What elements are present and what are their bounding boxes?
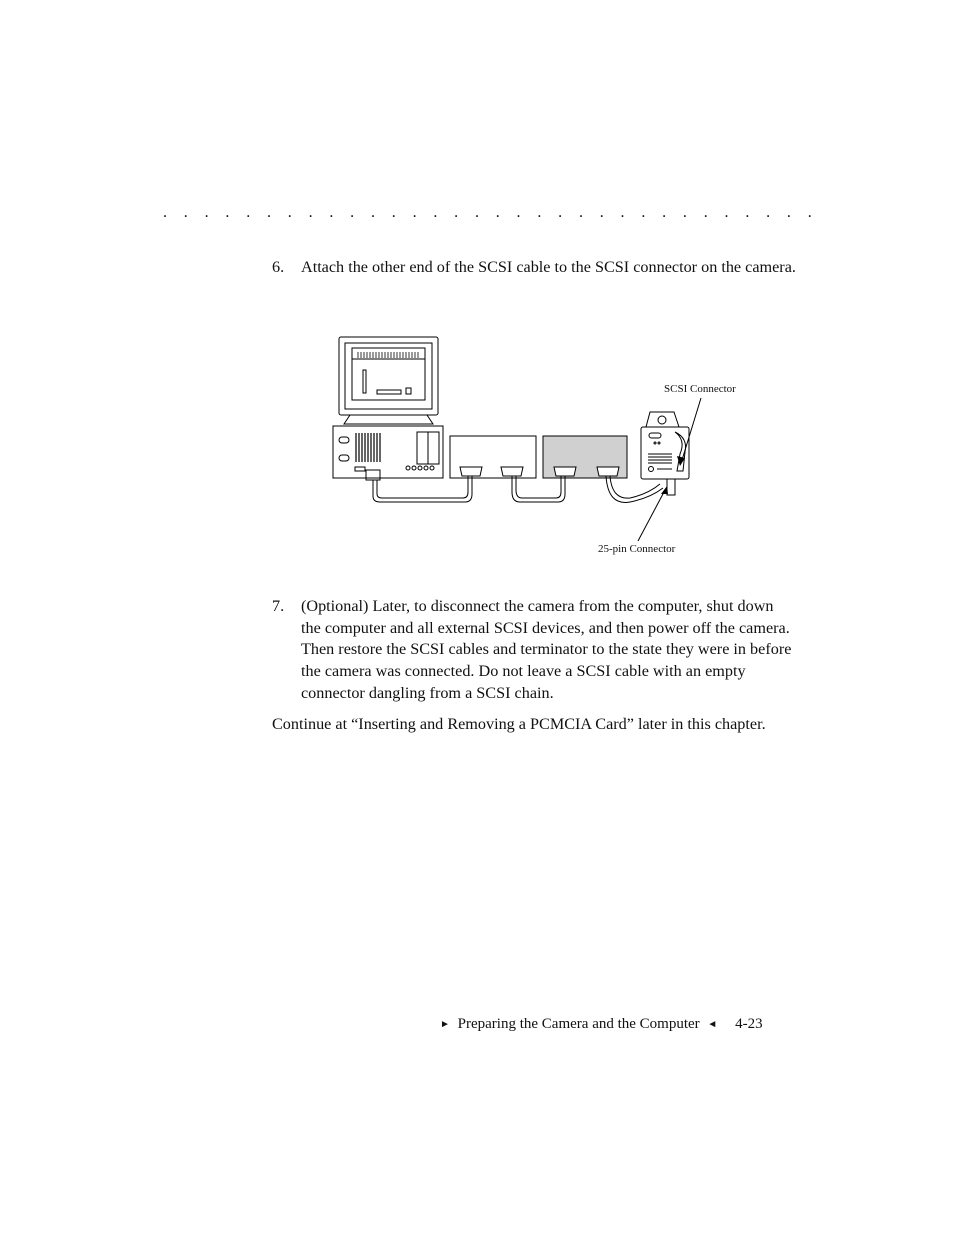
rule-dot: . [558, 204, 563, 221]
step-7 [272, 596, 797, 705]
step-text: (Optional) Later, to disconnect the camera from the computer, shut down the computer and all external SCSI devices, and then power off the camera. Then restore the SCSI cables and terminator to the state they were in before the camera was connected. Do not leave a SCSI cable with an empty connector dangling from a SCSI chain. [301, 597, 792, 702]
rule-dot: . [516, 204, 521, 221]
step-number: 6. [272, 258, 285, 276]
rule-dot: . [225, 204, 230, 221]
rule-dot: . [641, 204, 646, 221]
rule-dot: . [807, 204, 812, 221]
scsi-connection-figure [330, 334, 760, 566]
scsi-cable-3 [606, 476, 663, 502]
scsi-device-1 [450, 436, 536, 478]
right-triangle-icon: ► [440, 1019, 450, 1030]
rule-dot: . [391, 204, 396, 221]
rule-dot: . [287, 204, 292, 221]
rule-dot: . [412, 204, 417, 221]
rule-dot: . [724, 204, 729, 221]
scsi-connector-pointer [682, 398, 701, 460]
rule-dot: . [599, 204, 604, 221]
rule-dot: . [266, 204, 271, 221]
rule-dot: . [620, 204, 625, 221]
page-number: 4-23 [735, 1016, 763, 1032]
rule-dot: . [329, 204, 334, 221]
rule-dot: . [766, 204, 771, 221]
rule-dot: . [350, 204, 355, 221]
rule-dot: . [537, 204, 542, 221]
footer-section-title: Preparing the Camera and the Computer [457, 1016, 700, 1032]
rule-dot: . [745, 204, 750, 221]
rule-dot: . [308, 204, 313, 221]
25pin-connector-label: 25-pin Connector [598, 543, 676, 555]
rule-dot: . [163, 204, 167, 221]
rule-dot: . [703, 204, 708, 221]
dotted-rule [163, 204, 829, 222]
continue-paragraph: Continue at “Inserting and Removing a PCMCIA Card” later in this chapter. [272, 715, 766, 733]
step-text: Attach the other end of the SCSI cable to the SCSI connector on the camera. [301, 258, 796, 276]
page-footer [440, 1016, 796, 1033]
rule-dot: . [183, 204, 188, 221]
rule-dot: . [662, 204, 667, 221]
rule-dot: . [204, 204, 209, 221]
rule-dot: . [682, 204, 687, 221]
scsi-connector-label: SCSI Connector [664, 383, 736, 395]
rule-dot: . [454, 204, 459, 221]
scsi-diagram [330, 334, 760, 566]
rule-dot: . [370, 204, 375, 221]
rule-dot: . [433, 204, 438, 221]
monitor-outline [339, 337, 438, 415]
left-triangle-icon: ◄ [707, 1019, 718, 1030]
rule-dot: . [495, 204, 500, 221]
rule-dot: . [474, 204, 479, 221]
rule-dot: . [786, 204, 791, 221]
step-6 [272, 257, 797, 279]
step-number: 7. [272, 597, 285, 615]
rule-dot: . [578, 204, 583, 221]
monitor-stand [344, 415, 433, 424]
rule-dot: . [246, 204, 251, 221]
